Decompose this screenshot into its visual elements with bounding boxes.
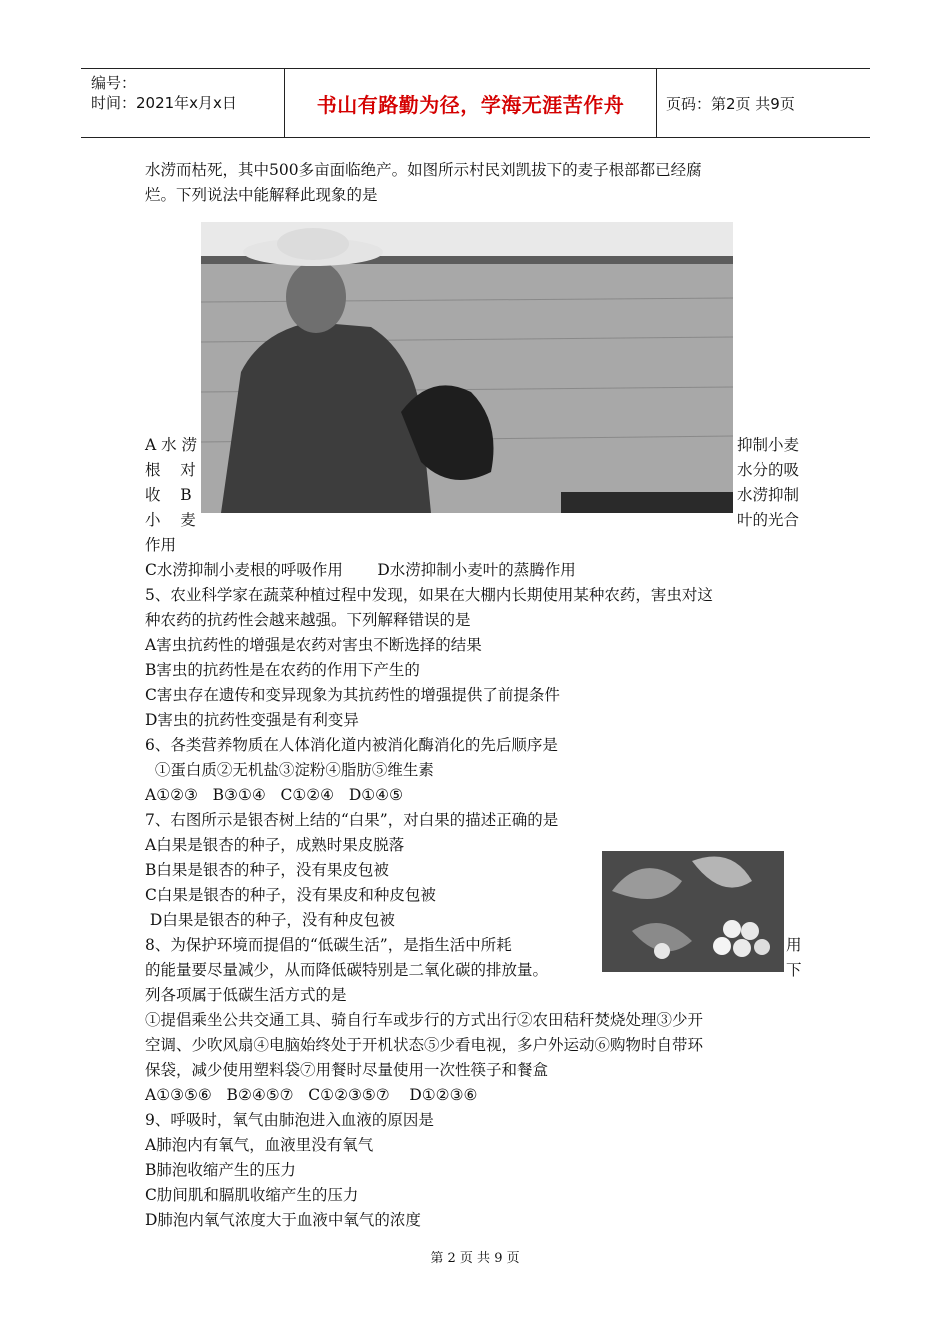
header-meta <box>81 69 284 137</box>
header-divider <box>656 69 657 137</box>
text-fragment: 根 对 <box>145 461 196 479</box>
text-line: ①提倡乘坐公共交通工具、骑自行车或步行的方式出行②农田秸秆焚烧处理③少开 <box>145 1011 704 1029</box>
text-fragment: 收 B <box>145 486 192 504</box>
question-6-items: ①蛋白质②无机盐③淀粉④脂肪⑤维生素 <box>145 761 434 779</box>
question-8-options: A①③⑤⑥ B②④⑤⑦ C①②③⑤⑦ D①②③⑥ <box>145 1086 478 1104</box>
option-d: D害虫的抗药性变强是有利变异 <box>145 711 359 729</box>
text-fragment: 用 <box>786 936 802 954</box>
text-fragment: 叶的光合 <box>737 511 800 529</box>
option-d: D白果是银杏的种子，没有种皮包被 <box>145 911 395 929</box>
text-line: 的能量要尽量减少，从而降低碳特别是二氧化碳的排放量。 <box>145 961 549 979</box>
option-c: C白果是银杏的种子，没有果皮和种皮包被 <box>145 886 436 904</box>
header-motto: 书山有路勤为径，学海无涯苦作舟 <box>316 92 625 117</box>
text-line: 种农药的抗药性会越来越强。下列解释错误的是 <box>145 611 471 629</box>
farmer-illustration <box>201 222 733 513</box>
option-b: B害虫的抗药性是在农药的作用下产生的 <box>145 661 420 679</box>
question-8: 8、为保护环境而提倡的“低碳生活”，是指生活中所耗 <box>145 936 512 954</box>
option-c: C肋间肌和膈肌收缩产生的压力 <box>145 1186 359 1204</box>
option-c: C害虫存在遗传和变异现象为其抗药性的增强提供了前提条件 <box>145 686 560 704</box>
question-5: 5、农业科学家在蔬菜种植过程中发现，如果在大棚内长期使用某种农药，害虫对这 <box>145 586 713 604</box>
option-a: A白果是银杏的种子，成熟时果皮脱落 <box>145 836 405 854</box>
option-b: B肺泡收缩产生的压力 <box>145 1161 296 1179</box>
text-line: 烂。下列说法中能解释此现象的是 <box>145 186 378 204</box>
page-footer: 第 2 页 共 9 页 <box>430 1251 520 1266</box>
farmer-wheat-photo <box>201 222 733 513</box>
option-d: D肺泡内氧气浓度大于血液中氧气的浓度 <box>145 1211 421 1229</box>
text-fragment: A 水 涝 <box>145 436 198 454</box>
text-line: 列各项属于低碳生活方式的是 <box>145 986 347 1004</box>
page-info: 页码：第2页 共9页 <box>666 94 795 113</box>
document-header <box>81 68 870 138</box>
text-fragment: 小 麦 <box>145 511 196 529</box>
question-9: 9、呼吸时，氧气由肺泡进入血液的原因是 <box>145 1111 434 1129</box>
question-6-options: A①②③ B③①④ C①②④ D①④⑤ <box>145 786 403 804</box>
text-line: 水涝而枯死，其中500多亩面临绝产。如图所示村民刘凯拔下的麦子根部都已经腐 <box>145 161 702 179</box>
text-fragment: 下 <box>786 961 802 979</box>
text-line: 保袋，减少使用塑料袋⑦用餐时尽量使用一次性筷子和餐盒 <box>145 1061 549 1079</box>
text-fragment: 水分的吸 <box>737 461 800 479</box>
ginkgo-illustration <box>602 851 784 972</box>
question-6: 6、各类营养物质在人体消化道内被消化酶消化的先后顺序是 <box>145 736 558 754</box>
text-fragment: 水涝抑制 <box>737 486 800 504</box>
question-7: 7、右图所示是银杏树上结的“白果”，对白果的描述正确的是 <box>145 811 559 829</box>
option-a: A害虫抗药性的增强是农药对害虫不断选择的结果 <box>145 636 482 654</box>
time-label: 时间：2021年x月x日 <box>91 94 237 112</box>
text-fragment: 抑制小麦 <box>737 436 800 454</box>
number-label: 编号： <box>91 74 137 92</box>
text-line: 空调、少吹风扇④电脑始终处于开机状态⑤少看电视，多户外运动⑥购物时自带环 <box>145 1036 704 1054</box>
option-b: B白果是银杏的种子，没有果皮包被 <box>145 861 389 879</box>
option-a: A肺泡内有氧气，血液里没有氧气 <box>145 1136 374 1154</box>
text-line: 作用 <box>145 536 177 554</box>
ginkgo-photo <box>602 851 784 972</box>
answer-options: C水涝抑制小麦根的呼吸作用 D水涝抑制小麦叶的蒸腾作用 <box>145 561 576 579</box>
